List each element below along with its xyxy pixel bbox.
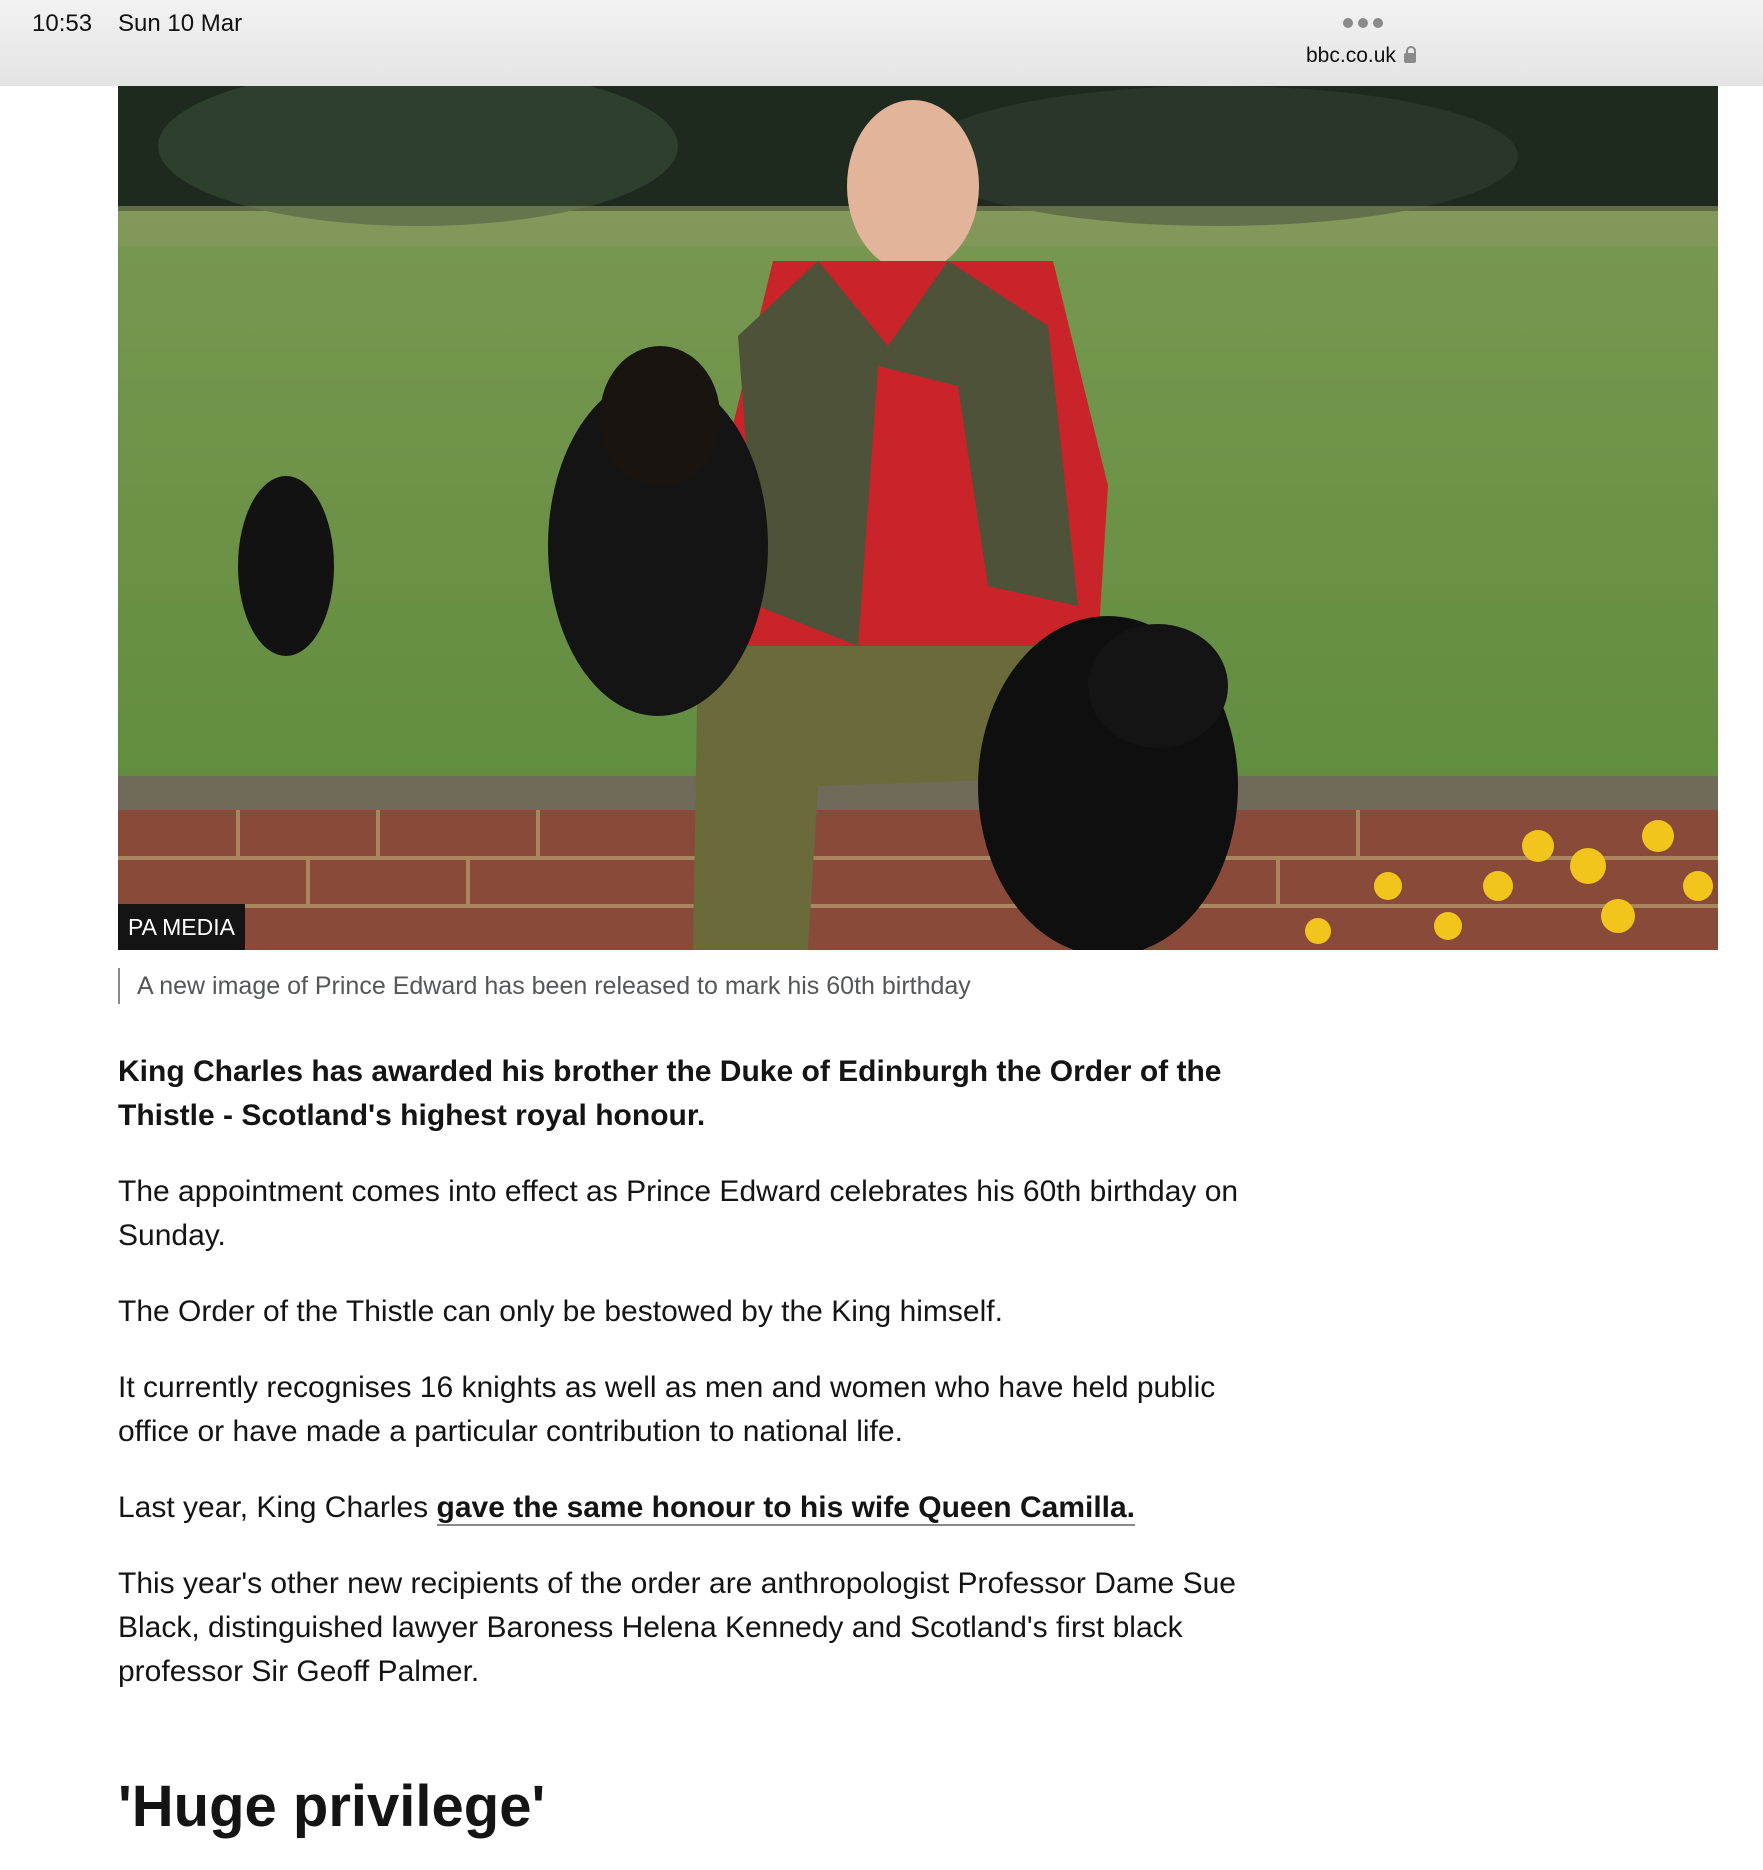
hero-image: [118, 86, 1718, 950]
camilla-honour-link[interactable]: gave the same honour to his wife Queen Camilla.: [436, 1491, 1136, 1524]
image-caption: A new image of Prince Edward has been released to mark his 60th birthday: [118, 968, 971, 1004]
article-paragraph: This year's other new recipients of the order are anthropologist Professor Dame Sue Black, distinguished lawyer Baroness Helena Kennedy and Scotland's first black professor Sir Geoff Palmer.: [118, 1567, 1236, 1688]
lock-icon: [1404, 53, 1416, 63]
url-text: bbc.co.uk: [1306, 44, 1396, 67]
hero-photo-illustration: [118, 86, 1718, 950]
status-date: Sun 10 Mar: [118, 10, 243, 37]
image-credit: PA MEDIA: [118, 904, 245, 950]
article-paragraph-with-link: [118, 1486, 1258, 1530]
section-subheading: 'Huge privilege': [118, 1774, 546, 1839]
status-time: 10:53: [32, 10, 93, 37]
address-bar[interactable]: [1306, 44, 1416, 68]
more-dots-icon[interactable]: [1343, 18, 1383, 28]
link-prefix: Last year, King Charles: [118, 1491, 437, 1524]
status-bar: [0, 0, 1763, 86]
article-paragraph: The appointment comes into effect as Prince Edward celebrates his 60th birthday on Sunday.: [118, 1175, 1239, 1252]
article-paragraph: The Order of the Thistle can only be bestowed by the King himself.: [118, 1295, 1003, 1328]
article-body: [118, 1050, 1258, 1726]
article-paragraph: It currently recognises 16 knights as well as men and women who have held public office or have made a particular contribution to national life.: [118, 1371, 1216, 1448]
article-lead: King Charles has awarded his brother the Duke of Edinburgh the Order of the Thistle - Scotland's highest royal honour.: [118, 1055, 1222, 1132]
